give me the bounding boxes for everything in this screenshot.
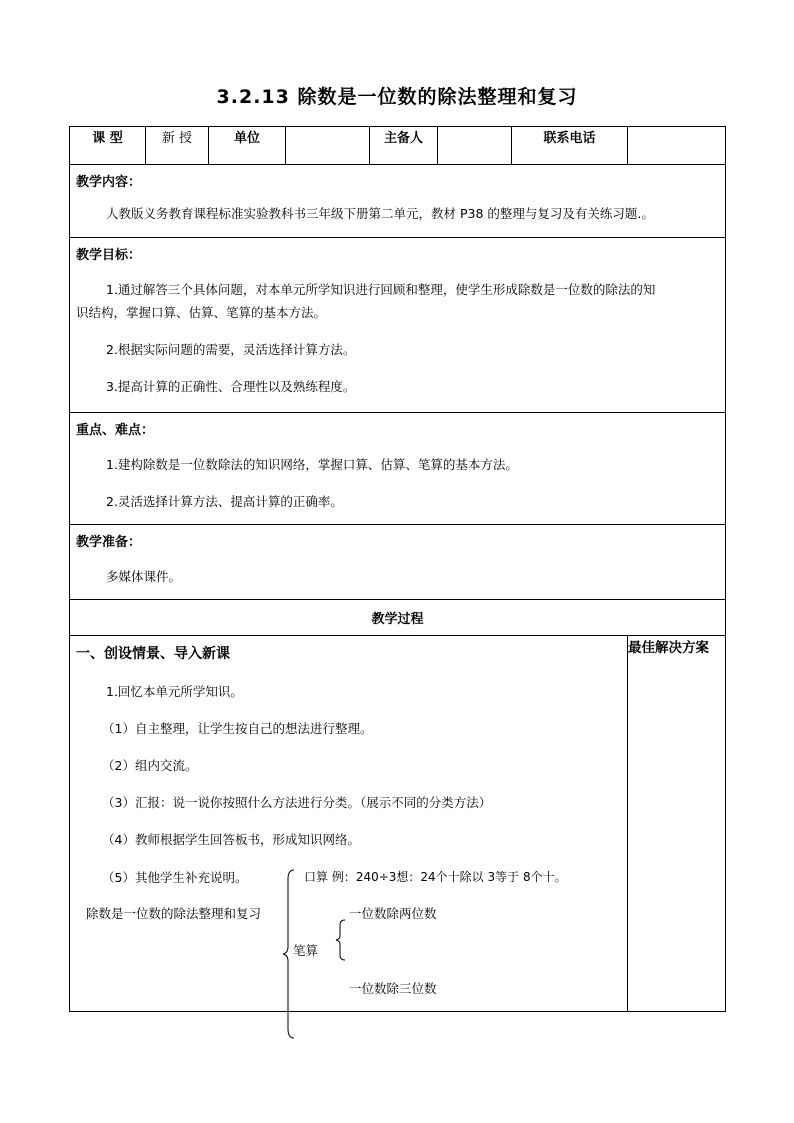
small-brace-icon — [335, 919, 347, 961]
step-1: 1.回忆本单元所学知识。 — [106, 684, 243, 699]
process-heading-row — [70, 600, 726, 636]
step-2: （1）自主整理，让学生按自己的想法进行整理。 — [102, 721, 373, 736]
phone-value — [628, 127, 726, 165]
diagram-oral: 口算 例：240÷3想：24个十除以 3等于 8个十。 — [304, 870, 567, 884]
diagram-written-a: 一位数除两位数 — [349, 906, 437, 921]
process-content — [70, 636, 628, 1012]
step-5: （4）教师根据学生回答板书，形成知识网络。 — [102, 832, 360, 847]
header-row — [70, 127, 726, 165]
key-point-2: 2.灵活选择计算方法、提高计算的正确率。 — [106, 494, 343, 509]
lesson-plan-table — [69, 126, 726, 1012]
best-solution-label: 最佳解决方案 — [628, 640, 709, 656]
key-points-heading: 重点、难点： — [76, 423, 155, 438]
unit-value — [286, 127, 370, 165]
big-brace-icon — [282, 869, 296, 1039]
goal-1-line-2: 识结构，掌握口算、估算、笔算的基本方法。 — [76, 305, 327, 320]
page-title: 3.2.13 除数是一位数的除法整理和复习 — [216, 86, 578, 108]
key-points-row — [70, 413, 726, 525]
key-point-1: 1.建构除数是一位数除法的知识网络，掌握口算、估算、笔算的基本方法。 — [106, 457, 518, 472]
process-row — [70, 636, 726, 1012]
goals-row — [70, 238, 726, 413]
goals-heading: 教学目标： — [76, 248, 142, 263]
course-type-value: 新 授 — [146, 127, 209, 165]
diagram-written-b: 一位数除三位数 — [349, 981, 437, 996]
section-1-title: 一、创设情景、导入新课 — [76, 646, 230, 662]
step-6: （5）其他学生补充说明。 — [102, 870, 248, 885]
diagram-written: 笔算 — [293, 943, 319, 958]
course-type-label: 课 型 — [70, 127, 146, 165]
process-heading: 教学过程 — [70, 600, 726, 636]
preparer-value — [438, 127, 512, 165]
content-heading: 教学内容： — [76, 175, 142, 190]
goal-1-line-1: 1.通过解答三个具体问题，对本单元所学知识进行回顾和整理，使学生形成除数是一位数的除法的知 — [106, 282, 656, 297]
step-4: （3）汇报：说一说你按照什么方法进行分类。（展示不同的分类方法） — [102, 795, 492, 810]
unit-label: 单位 — [209, 127, 286, 165]
best-solution-column — [628, 636, 726, 1012]
preparation-text: 多媒体课件。 — [106, 569, 182, 584]
preparation-row — [70, 525, 726, 600]
diagram-root: 除数是一位数的除法整理和复习 — [86, 906, 262, 921]
goal-2: 2.根据实际问题的需要，灵活选择计算方法。 — [106, 342, 356, 357]
content-row — [70, 165, 726, 238]
preparer-label: 主备人 — [370, 127, 438, 165]
goal-3: 3.提高计算的正确性、合理性以及熟练程度。 — [106, 379, 356, 394]
preparation-heading: 教学准备： — [76, 535, 142, 550]
step-3: （2）组内交流。 — [102, 758, 198, 773]
phone-label: 联系电话 — [512, 127, 628, 165]
content-text: 人教版义务教育课程标准实验教科书三年级下册第二单元，教材 P38 的整理与复习及有关练习题.。 — [106, 206, 654, 221]
